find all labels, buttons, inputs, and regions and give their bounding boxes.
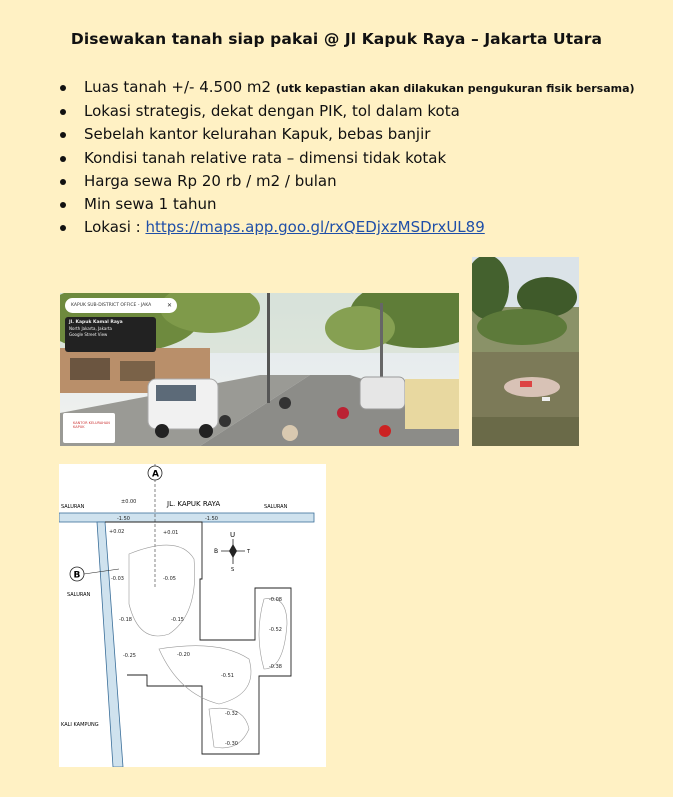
elevation-label: -0.38	[269, 664, 282, 670]
list-item-text: Min sewa 1 tahun	[84, 195, 217, 214]
list-item	[60, 216, 635, 239]
close-icon[interactable]: ✕	[166, 302, 172, 309]
site-plan-svg	[59, 464, 326, 767]
channel-label-mid: SALURAN	[67, 592, 91, 598]
elevation-label: +0.01	[163, 530, 179, 536]
list-item	[60, 193, 635, 216]
list-item	[60, 76, 635, 100]
location-source: Google Street View	[69, 332, 108, 337]
elevation-label: -0.18	[119, 617, 132, 623]
list-item-text: Luas tanah +/- 4.500 m2	[84, 78, 276, 96]
compass-south: S	[231, 567, 235, 573]
marker-b: B	[73, 570, 81, 581]
kampung-label: KALI KAMPUNG	[61, 722, 99, 728]
location-title: Jl. Kapuk Kamal Raya	[69, 320, 123, 325]
elevation-label: -0.25	[123, 653, 136, 659]
street-view-photo	[60, 293, 459, 446]
elevation-label: -0.20	[177, 652, 190, 658]
feature-list	[60, 76, 635, 239]
road-label: JL. KAPUK RAYA	[167, 500, 221, 508]
elevation-label: -0.03	[111, 576, 124, 582]
list-item-text: Harga sewa Rp 20 rb / m2 / bulan	[84, 171, 337, 190]
page-title: Disewakan tanah siap pakai @ Jl Kapuk Raya – Jakarta Utara	[70, 30, 603, 48]
map-search-box[interactable]	[65, 298, 177, 313]
compass-north: U	[230, 531, 236, 539]
elevation-label: +0.02	[109, 529, 125, 535]
elevation-label: -1.50	[205, 516, 218, 522]
elevation-label: -0.32	[225, 711, 238, 717]
list-item-text: Kondisi tanah relative rata – dimensi tidak kotak	[84, 148, 447, 167]
elevation-label: -0.08	[269, 597, 282, 603]
compass-west: B	[214, 548, 219, 555]
location-subtitle: North Jakarta, Jakarta	[69, 326, 112, 331]
list-item-text: Lokasi :	[84, 218, 146, 237]
list-item	[60, 170, 635, 193]
location-card	[65, 317, 156, 352]
list-item-text: Sebelah kantor kelurahan Kapuk, bebas banjir	[84, 125, 431, 144]
land-scene	[472, 257, 579, 446]
elevation-label: -0.51	[221, 673, 234, 679]
minimap-thumbnail[interactable]	[63, 413, 115, 443]
elevation-label: -0.52	[269, 627, 282, 633]
street-scene	[60, 293, 459, 446]
channel-label-right: SALURAN	[264, 504, 288, 510]
list-item-text: Lokasi strategis, dekat dengan PIK, tol dalam kota	[84, 102, 460, 121]
elevation-label: -1.50	[117, 516, 130, 522]
elevation-label: ±0.00	[121, 499, 137, 505]
compass-east: T	[247, 549, 251, 555]
list-item	[60, 100, 635, 123]
maps-link[interactable]: https://maps.app.goo.gl/rxQEDjxzMSDrxUL89	[145, 218, 485, 237]
minimap-label: KANTOR KELURAHAN KAPUK	[73, 421, 110, 429]
marker-a: A	[152, 469, 159, 480]
elevation-label: -0.30	[225, 741, 238, 747]
list-item-note: (utk kepastian akan dilakukan pengukuran fisik bersama)	[275, 82, 635, 95]
channel-label-left: SALURAN	[61, 504, 85, 510]
search-text: KAPUK SUB-DISTRICT OFFICE - JAKA	[71, 303, 152, 308]
elevation-label: -0.05	[163, 576, 176, 582]
list-item	[60, 123, 635, 146]
elevation-label: -0.15	[171, 617, 184, 623]
site-plan-drawing	[59, 464, 326, 767]
land-photo	[472, 257, 579, 446]
list-item	[60, 147, 635, 170]
